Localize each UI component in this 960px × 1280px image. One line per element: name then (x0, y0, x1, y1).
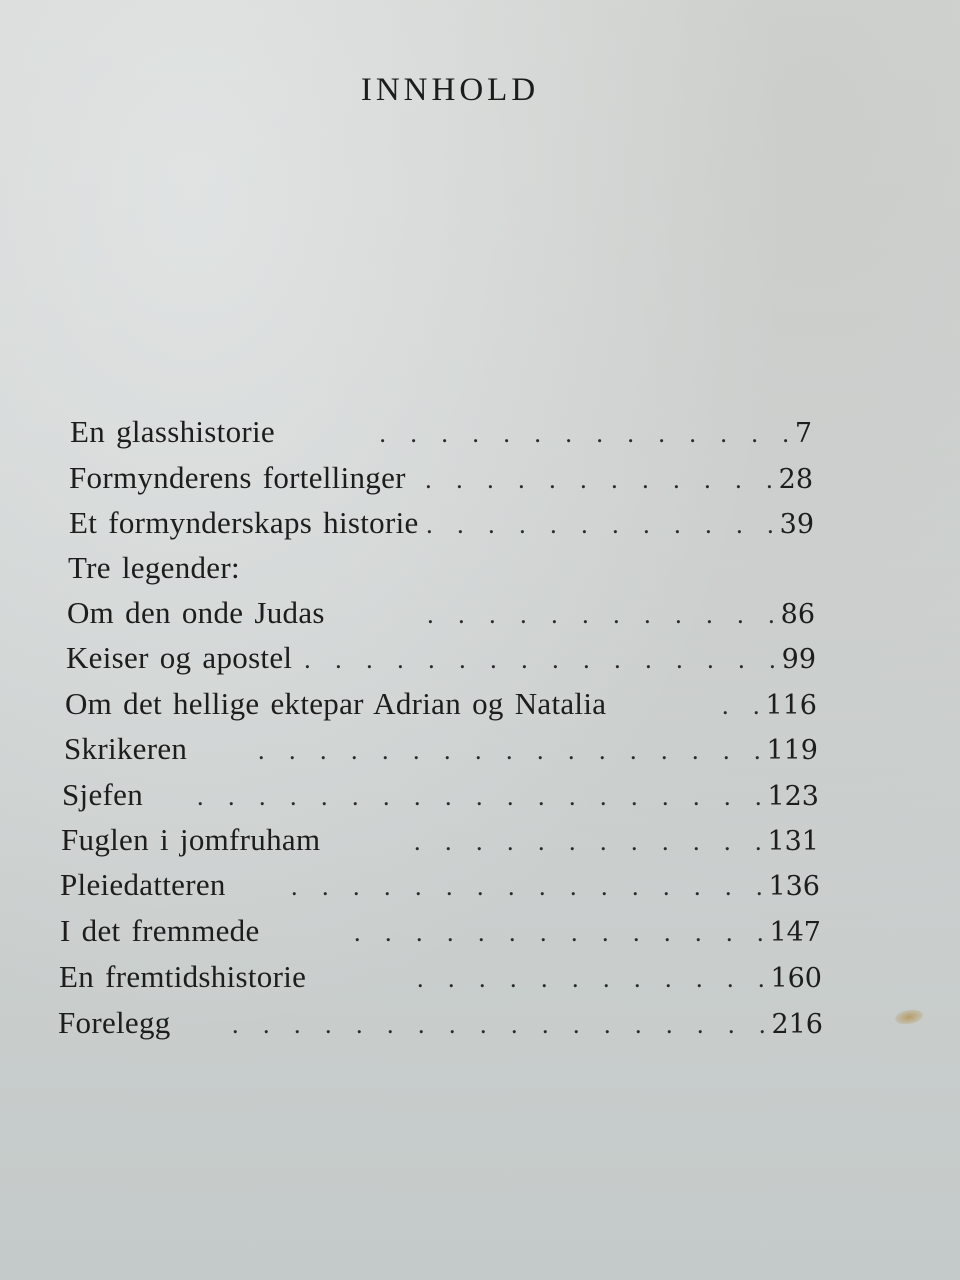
toc-entry (61, 820, 819, 862)
toc-entry-title: Forelegg (58, 1005, 171, 1040)
toc-entry-page: 86 (780, 599, 815, 630)
toc-entry-title: Keiser og apostel (66, 640, 293, 675)
toc-entry (60, 911, 821, 953)
toc-entry (59, 957, 822, 999)
toc-section-heading (68, 548, 814, 588)
dot-leader: . . . . . . . . . . . . (427, 600, 775, 629)
toc-entry-title: Skrikeren (64, 731, 188, 766)
dot-leader: . . . . . . . . . . . . . . . . . . (231, 1010, 766, 1039)
toc-entry-title: Sjefen (62, 777, 143, 812)
toc-entry-title: Om det hellige ektepar Adrian og Natalia (65, 686, 607, 721)
toc-entry-page: 99 (781, 644, 816, 675)
toc-entry-page: 216 (771, 1009, 823, 1040)
toc-entry-page: 136 (768, 871, 820, 902)
toc-entry (65, 684, 817, 726)
toc-entry-title: En fremtidshistorie (59, 959, 307, 994)
toc-entry-title: En glasshistorie (70, 414, 275, 449)
toc-entry-page: 116 (765, 690, 817, 721)
toc-entry-page: 28 (778, 464, 813, 495)
toc-entry (66, 638, 816, 680)
dot-leader: . . . . . . . . . . . . . . . . (290, 872, 763, 901)
dot-leader: . . . . . . . . . . . . . . . . . . . (196, 782, 762, 811)
toc-entry (70, 412, 812, 454)
dot-leader: . . . . . . . . . . . . (416, 964, 765, 993)
toc-entry (62, 775, 819, 817)
dot-leader: . . (721, 691, 760, 720)
dot-leader: . . . . . . . . . . . . (413, 827, 762, 856)
toc-entry-page: 123 (767, 781, 819, 812)
toc-entry-page: 131 (767, 826, 819, 857)
toc-section-title: Tre legender: (68, 550, 240, 585)
toc-entry-title: Formynderens fortellinger (69, 460, 406, 495)
toc-entry-page: 7 (794, 418, 812, 449)
dot-leader: . . . . . . . . . . . . (425, 465, 773, 494)
dot-leader: . . . . . . . . . . . . . . (353, 918, 764, 947)
toc-entry (67, 593, 815, 635)
toc-entry-page: 39 (779, 509, 814, 540)
toc-entry-page: 119 (766, 735, 818, 766)
toc-entry-title: I det fremmede (60, 913, 260, 948)
toc-entry (69, 503, 814, 545)
toc-entry (69, 458, 813, 500)
dot-leader: . . . . . . . . . . . . . . . . . (257, 736, 761, 765)
toc-entry-page: 147 (769, 917, 821, 948)
dot-leader: . . . . . . . . . . . . . . (379, 419, 789, 448)
toc-entry (58, 1003, 823, 1045)
toc-entry-title: Om den onde Judas (67, 595, 325, 630)
toc-entry (64, 729, 818, 771)
dot-leader: . . . . . . . . . . . . . . . . (304, 645, 776, 674)
toc-entry-title: Et formynderskaps historie (69, 505, 419, 540)
page-title: INNHOLD (360, 72, 540, 108)
dot-leader: . . . . . . . . . . . . (426, 510, 774, 539)
toc-entry-page: 160 (770, 963, 822, 994)
paper-stain (894, 1008, 924, 1027)
toc-entry-title: Fuglen i jomfruham (61, 822, 321, 857)
toc-entry (60, 865, 820, 907)
toc-entry-title: Pleiedatteren (60, 867, 226, 902)
